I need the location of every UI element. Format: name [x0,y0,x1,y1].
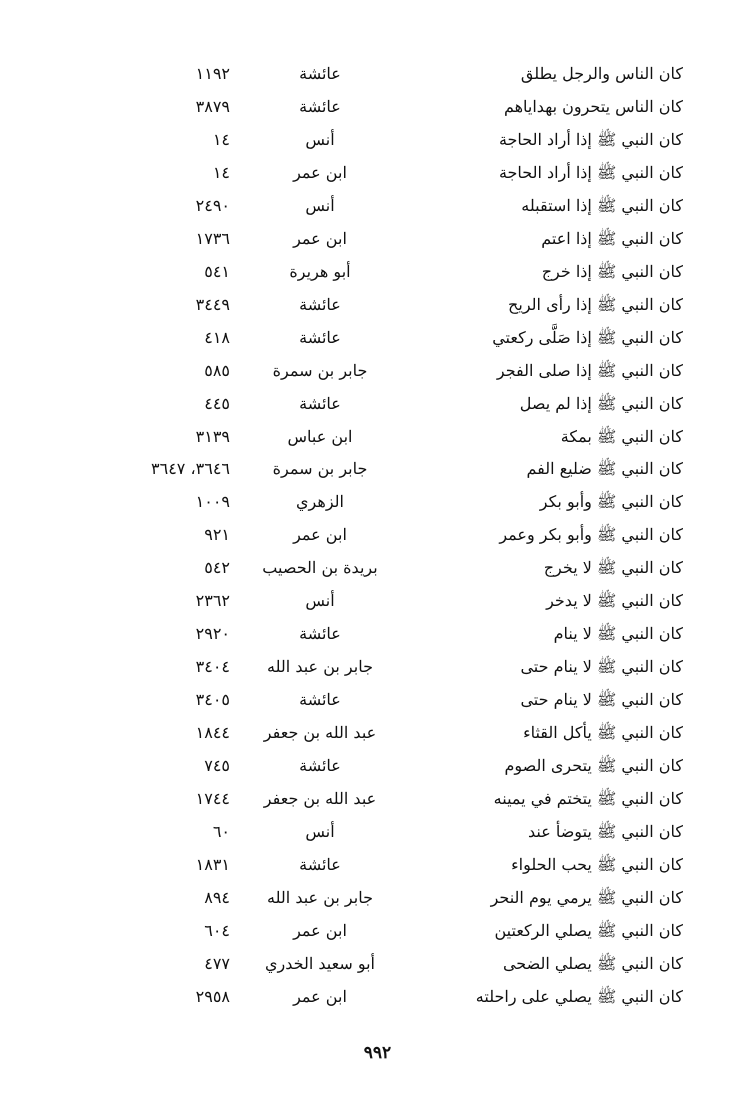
narrator-name: جابر بن سمرة [272,459,368,479]
table-row [0,387,755,420]
table-row [0,189,755,222]
hadith-text: كان النبي ﷺ لا يخرج [543,558,683,578]
table-row [0,321,755,354]
narrator-name: عائشة [299,854,341,874]
narrator-name: عائشة [299,756,341,775]
table-row [0,288,755,321]
hadith-number: ٥٤١ [204,261,230,281]
hadith-text: كان النبي ﷺ يتوضأ عند [527,821,683,841]
hadith-number: ٦٠٤ [204,920,230,940]
hadith-text: كان النبي ﷺ إذا صَلَّى ركعتي [492,327,683,347]
narrator-name: جابر بن عبد الله [267,887,373,907]
hadith-text: كان النبي ﷺ يرمي يوم النحر [490,887,683,907]
table-row [0,848,755,881]
narrator-name: عائشة [299,327,341,347]
narrator-name: أبو هريرة [289,261,351,281]
hadith-text: كان النبي ﷺ وأبو بكر وعمر [499,525,683,545]
hadith-number: ٣٤٤٩ [195,294,230,314]
table-row [0,452,755,485]
hadith-number: ١٤ [212,129,230,149]
hadith-text: كان النبي ﷺ يتحرى الصوم [504,756,683,775]
hadith-text: كان النبي ﷺ يأكل القثاء [523,723,683,742]
hadith-number: ٣٦٤٦، ٣٦٤٧ [151,459,230,479]
narrator-name: ابن عباس [287,426,353,446]
hadith-text: كان النبي ﷺ إذا صلى الفجر [496,360,683,380]
narrator-name: عائشة [299,624,341,644]
table-row [0,420,755,453]
table-row [0,518,755,551]
hadith-text: كان النبي ﷺ بمكة [560,426,683,446]
narrator-name: جابر بن عبد الله [267,657,373,677]
table-row [0,782,755,815]
hadith-text: كان الناس يتحرون بهداياهم [503,97,683,116]
hadith-text: كان الناس والرجل يطلق [520,64,683,83]
hadith-text: كان النبي ﷺ إذا رأى الريح [508,294,683,314]
hadith-number: ١٧٤٤ [195,788,230,808]
hadith-text: كان النبي ﷺ يحب الحلواء [511,854,683,874]
hadith-number: ٣١٣٩ [195,426,230,446]
hadith-number: ١٧٣٦ [195,228,230,248]
hadith-text: كان النبي ﷺ يتختم في يمينه [493,788,683,808]
hadith-number: ٢٩٢٠ [195,624,230,644]
hadith-number: ٤٧٧ [204,953,230,973]
table-row [0,485,755,518]
narrator-name: الزهري [296,492,344,512]
hadith-text: كان النبي ﷺ إذا أراد الحاجة [498,129,683,149]
table-row [0,222,755,255]
hadith-text: كان النبي ﷺ ضليع الفم [526,459,683,479]
hadith-text: كان النبي ﷺ يصلي الركعتين [494,920,683,940]
narrator-name: أنس [305,195,335,215]
narrator-name: أنس [305,129,335,149]
hadith-number: ٤٤٥ [204,393,230,413]
hadith-number: ٢٣٦٢ [195,591,230,611]
hadith-text: كان النبي ﷺ إذا لم يصل [519,393,683,413]
narrator-name: عائشة [299,64,341,83]
hadith-number: ١٤ [212,162,230,182]
hadith-number: ٤١٨ [204,327,230,347]
narrator-name: جابر بن سمرة [272,360,368,380]
narrator-name: عائشة [299,294,341,314]
narrator-name: ابن عمر [293,525,347,545]
narrator-name: ابن عمر [293,228,347,248]
narrator-name: عائشة [299,97,341,116]
narrator-name: أنس [305,591,335,611]
narrator-name: ابن عمر [293,162,347,182]
hadith-text: كان النبي ﷺ يصلي على راحلته [475,986,683,1006]
page-number: ٩٩٢ [363,1043,392,1063]
narrator-name: عائشة [299,393,341,413]
table-row [0,815,755,848]
narrator-name: بريدة بن الحصيب [262,558,378,578]
table-row [0,57,755,90]
hadith-number: ٦٠ [212,821,230,841]
hadith-number: ٥٨٥ [204,360,230,380]
hadith-number: ٢٩٥٨ [195,986,230,1006]
hadith-text: كان النبي ﷺ إذا استقبله [521,195,683,215]
narrator-name: ابن عمر [293,920,347,940]
hadith-number: ٩٢١ [204,525,230,545]
hadith-number: ٣٤٠٤ [195,657,230,677]
table-row [0,980,755,1013]
table-row [0,947,755,980]
hadith-text: كان النبي ﷺ إذا خرج [541,261,683,281]
hadith-text: كان النبي ﷺ إذا أراد الحاجة [498,162,683,182]
hadith-number: ١١٩٢ [195,64,230,83]
narrator-name: عبد الله بن جعفر [263,788,377,808]
table-row [0,255,755,288]
hadith-number: ٨٩٤ [204,887,230,907]
hadith-number: ٣٤٠٥ [195,690,230,710]
hadith-text: كان النبي ﷺ لا يدخر [546,591,683,611]
table-row [0,551,755,584]
hadith-number: ١٨٣١ [195,854,230,874]
table-row [0,617,755,650]
table-row [0,584,755,617]
hadith-number: ١٠٠٩ [195,492,230,512]
hadith-number: ١٨٤٤ [195,723,230,742]
table-row [0,914,755,947]
hadith-number: ٢٤٩٠ [195,195,230,215]
hadith-text: كان النبي ﷺ وأبو بكر [539,492,683,512]
hadith-text: كان النبي ﷺ إذا اعتم [541,228,683,248]
hadith-text: كان النبي ﷺ يصلي الضحى [502,953,683,973]
narrator-name: عبد الله بن جعفر [263,723,377,742]
narrator-name: عائشة [299,690,341,710]
narrator-name: ابن عمر [293,986,347,1006]
hadith-text: كان النبي ﷺ لا ينام حتى [520,657,683,677]
hadith-number: ٥٤٢ [204,558,230,578]
hadith-text: كان النبي ﷺ لا ينام [553,624,683,644]
narrator-name: أنس [305,821,335,841]
hadith-text: كان النبي ﷺ لا ينام حتى [520,690,683,710]
table-row [0,354,755,387]
table-row [0,716,755,749]
table-row [0,90,755,123]
table-row [0,650,755,683]
table-row [0,881,755,914]
narrator-name: أبو سعيد الخدري [265,953,375,973]
table-row [0,683,755,716]
table-row [0,749,755,782]
hadith-number: ٧٤٥ [204,756,230,775]
table-row [0,156,755,189]
hadith-number: ٣٨٧٩ [195,97,230,116]
table-row [0,123,755,156]
